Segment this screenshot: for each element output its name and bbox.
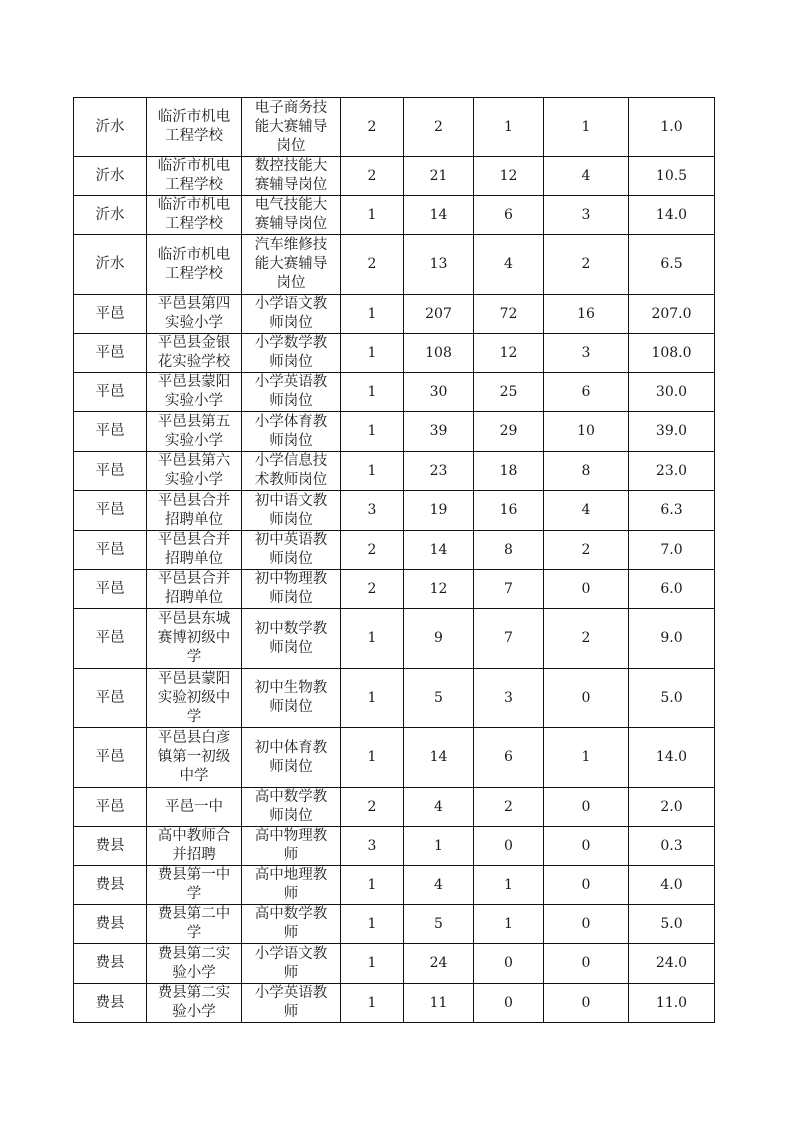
unit-cell: 平邑县蒙阳实验初级中学 — [147, 669, 242, 728]
plan-count-cell: 3 — [341, 827, 404, 866]
plan-count-cell: 1 — [341, 905, 404, 944]
position-cell: 初中物理教师岗位 — [242, 570, 341, 609]
table-row — [74, 412, 715, 452]
ratio-cell: 30.0 — [629, 373, 715, 412]
table-row — [74, 452, 715, 491]
position-cell: 小学英语教师 — [242, 984, 341, 1023]
table-row — [74, 609, 715, 669]
ratio-cell: 14.0 — [629, 196, 715, 235]
position-cell: 汽车维修技能大赛辅导岗位 — [242, 235, 341, 295]
paid-cell: 0 — [544, 905, 629, 944]
ratio-cell: 23.0 — [629, 452, 715, 491]
reviewed-cell: 0 — [474, 944, 544, 984]
reviewed-cell: 4 — [474, 235, 544, 295]
ratio-cell: 10.5 — [629, 157, 715, 196]
reviewed-cell: 1 — [474, 98, 544, 157]
position-cell: 小学数学教师岗位 — [242, 334, 341, 373]
reviewed-cell: 2 — [474, 788, 544, 827]
paid-cell: 1 — [544, 728, 629, 788]
paid-cell: 2 — [544, 609, 629, 669]
applicants-cell: 19 — [404, 491, 474, 531]
table-row — [74, 788, 715, 827]
position-cell: 数控技能大赛辅导岗位 — [242, 157, 341, 196]
table-row — [74, 728, 715, 788]
reviewed-cell: 1 — [474, 866, 544, 905]
unit-cell: 临沂市机电工程学校 — [147, 157, 242, 196]
plan-count-cell: 1 — [341, 295, 404, 334]
unit-cell: 费县第二实验小学 — [147, 984, 242, 1023]
reviewed-cell: 29 — [474, 412, 544, 452]
table-row — [74, 235, 715, 295]
paid-cell: 0 — [544, 866, 629, 905]
applicants-cell: 5 — [404, 669, 474, 728]
applicants-cell: 23 — [404, 452, 474, 491]
ratio-cell: 39.0 — [629, 412, 715, 452]
applicants-cell: 39 — [404, 412, 474, 452]
applicants-cell: 14 — [404, 531, 474, 570]
plan-count-cell: 1 — [341, 373, 404, 412]
plan-count-cell: 2 — [341, 157, 404, 196]
ratio-cell: 108.0 — [629, 334, 715, 373]
position-cell: 小学语文教师 — [242, 944, 341, 984]
applicants-cell: 14 — [404, 728, 474, 788]
county-cell: 沂水 — [74, 196, 147, 235]
county-cell: 平邑 — [74, 452, 147, 491]
plan-count-cell: 1 — [341, 669, 404, 728]
unit-cell: 平邑县第六实验小学 — [147, 452, 242, 491]
applicants-cell: 108 — [404, 334, 474, 373]
position-cell: 初中生物教师岗位 — [242, 669, 341, 728]
ratio-cell: 11.0 — [629, 984, 715, 1023]
unit-cell: 平邑县蒙阳实验小学 — [147, 373, 242, 412]
county-cell: 沂水 — [74, 98, 147, 157]
position-cell: 初中数学教师岗位 — [242, 609, 341, 669]
county-cell: 平邑 — [74, 295, 147, 334]
county-cell: 沂水 — [74, 235, 147, 295]
unit-cell: 高中教师合并招聘 — [147, 827, 242, 866]
reviewed-cell: 12 — [474, 157, 544, 196]
ratio-cell: 1.0 — [629, 98, 715, 157]
position-cell: 小学语文教师岗位 — [242, 295, 341, 334]
reviewed-cell: 6 — [474, 728, 544, 788]
position-cell: 电气技能大赛辅导岗位 — [242, 196, 341, 235]
table-row — [74, 669, 715, 728]
reviewed-cell: 25 — [474, 373, 544, 412]
county-cell: 平邑 — [74, 334, 147, 373]
table-row — [74, 373, 715, 412]
plan-count-cell: 2 — [341, 570, 404, 609]
paid-cell: 10 — [544, 412, 629, 452]
position-cell: 初中语文教师岗位 — [242, 491, 341, 531]
position-cell: 小学信息技术教师岗位 — [242, 452, 341, 491]
ratio-cell: 5.0 — [629, 905, 715, 944]
table-row — [74, 98, 715, 157]
applicants-cell: 21 — [404, 157, 474, 196]
table-row — [74, 827, 715, 866]
county-cell: 平邑 — [74, 491, 147, 531]
paid-cell: 0 — [544, 944, 629, 984]
plan-count-cell: 2 — [341, 98, 404, 157]
county-cell: 费县 — [74, 827, 147, 866]
plan-count-cell: 3 — [341, 491, 404, 531]
unit-cell: 平邑县合并招聘单位 — [147, 570, 242, 609]
reviewed-cell: 18 — [474, 452, 544, 491]
plan-count-cell: 1 — [341, 196, 404, 235]
applicants-cell: 14 — [404, 196, 474, 235]
position-cell: 高中地理教师 — [242, 866, 341, 905]
paid-cell: 0 — [544, 827, 629, 866]
paid-cell: 6 — [544, 373, 629, 412]
paid-cell: 4 — [544, 491, 629, 531]
plan-count-cell: 1 — [341, 984, 404, 1023]
paid-cell: 2 — [544, 531, 629, 570]
plan-count-cell: 2 — [341, 235, 404, 295]
reviewed-cell: 1 — [474, 905, 544, 944]
paid-cell: 3 — [544, 196, 629, 235]
unit-cell: 平邑县金银花实验学校 — [147, 334, 242, 373]
paid-cell: 0 — [544, 788, 629, 827]
table-row — [74, 984, 715, 1023]
applicants-cell: 4 — [404, 866, 474, 905]
position-cell: 电子商务技能大赛辅导岗位 — [242, 98, 341, 157]
position-cell: 高中数学教师 — [242, 905, 341, 944]
unit-cell: 费县第二实验小学 — [147, 944, 242, 984]
plan-count-cell: 1 — [341, 944, 404, 984]
reviewed-cell: 0 — [474, 984, 544, 1023]
plan-count-cell: 1 — [341, 609, 404, 669]
position-cell: 高中物理教师 — [242, 827, 341, 866]
table-row — [74, 157, 715, 196]
ratio-cell: 6.3 — [629, 491, 715, 531]
ratio-cell: 6.0 — [629, 570, 715, 609]
plan-count-cell: 1 — [341, 728, 404, 788]
county-cell: 平邑 — [74, 570, 147, 609]
reviewed-cell: 6 — [474, 196, 544, 235]
county-cell: 费县 — [74, 905, 147, 944]
applicants-cell: 9 — [404, 609, 474, 669]
table-row — [74, 905, 715, 944]
county-cell: 平邑 — [74, 373, 147, 412]
paid-cell: 16 — [544, 295, 629, 334]
reviewed-cell: 3 — [474, 669, 544, 728]
unit-cell: 平邑县东城赛博初级中学 — [147, 609, 242, 669]
plan-count-cell: 1 — [341, 866, 404, 905]
applicants-cell: 12 — [404, 570, 474, 609]
reviewed-cell: 12 — [474, 334, 544, 373]
reviewed-cell: 0 — [474, 827, 544, 866]
unit-cell: 临沂市机电工程学校 — [147, 98, 242, 157]
reviewed-cell: 72 — [474, 295, 544, 334]
table-row — [74, 866, 715, 905]
plan-count-cell: 1 — [341, 334, 404, 373]
applicants-cell: 11 — [404, 984, 474, 1023]
table-row — [74, 295, 715, 334]
paid-cell: 4 — [544, 157, 629, 196]
position-cell: 高中数学教师岗位 — [242, 788, 341, 827]
county-cell: 平邑 — [74, 788, 147, 827]
county-cell: 费县 — [74, 944, 147, 984]
county-cell: 费县 — [74, 984, 147, 1023]
ratio-cell: 0.3 — [629, 827, 715, 866]
plan-count-cell: 2 — [341, 531, 404, 570]
unit-cell: 临沂市机电工程学校 — [147, 196, 242, 235]
table-row — [74, 334, 715, 373]
position-cell: 小学体育教师岗位 — [242, 412, 341, 452]
county-cell: 平邑 — [74, 728, 147, 788]
paid-cell: 0 — [544, 984, 629, 1023]
table-row — [74, 491, 715, 531]
paid-cell: 8 — [544, 452, 629, 491]
unit-cell: 临沂市机电工程学校 — [147, 235, 242, 295]
plan-count-cell: 1 — [341, 412, 404, 452]
paid-cell: 3 — [544, 334, 629, 373]
applicants-cell: 4 — [404, 788, 474, 827]
ratio-cell: 207.0 — [629, 295, 715, 334]
applicants-cell: 13 — [404, 235, 474, 295]
county-cell: 费县 — [74, 866, 147, 905]
reviewed-cell: 7 — [474, 609, 544, 669]
ratio-cell: 4.0 — [629, 866, 715, 905]
unit-cell: 平邑县合并招聘单位 — [147, 491, 242, 531]
recruitment-table — [73, 97, 715, 1023]
position-cell: 初中英语教师岗位 — [242, 531, 341, 570]
county-cell: 平邑 — [74, 609, 147, 669]
ratio-cell: 14.0 — [629, 728, 715, 788]
county-cell: 平邑 — [74, 412, 147, 452]
paid-cell: 1 — [544, 98, 629, 157]
ratio-cell: 9.0 — [629, 609, 715, 669]
county-cell: 平邑 — [74, 531, 147, 570]
plan-count-cell: 2 — [341, 788, 404, 827]
applicants-cell: 24 — [404, 944, 474, 984]
unit-cell: 平邑县白彦镇第一初级中学 — [147, 728, 242, 788]
unit-cell: 平邑县合并招聘单位 — [147, 531, 242, 570]
ratio-cell: 5.0 — [629, 669, 715, 728]
paid-cell: 0 — [544, 669, 629, 728]
ratio-cell: 2.0 — [629, 788, 715, 827]
county-cell: 沂水 — [74, 157, 147, 196]
reviewed-cell: 7 — [474, 570, 544, 609]
plan-count-cell: 1 — [341, 452, 404, 491]
position-cell: 小学英语教师岗位 — [242, 373, 341, 412]
paid-cell: 2 — [544, 235, 629, 295]
ratio-cell: 24.0 — [629, 944, 715, 984]
unit-cell: 平邑县第四实验小学 — [147, 295, 242, 334]
reviewed-cell: 8 — [474, 531, 544, 570]
ratio-cell: 7.0 — [629, 531, 715, 570]
position-cell: 初中体育教师岗位 — [242, 728, 341, 788]
applicants-cell: 207 — [404, 295, 474, 334]
table-row — [74, 570, 715, 609]
table-row — [74, 531, 715, 570]
table-row — [74, 944, 715, 984]
unit-cell: 费县第一中学 — [147, 866, 242, 905]
county-cell: 平邑 — [74, 669, 147, 728]
applicants-cell: 1 — [404, 827, 474, 866]
unit-cell: 费县第二中学 — [147, 905, 242, 944]
ratio-cell: 6.5 — [629, 235, 715, 295]
paid-cell: 0 — [544, 570, 629, 609]
reviewed-cell: 16 — [474, 491, 544, 531]
applicants-cell: 2 — [404, 98, 474, 157]
applicants-cell: 5 — [404, 905, 474, 944]
unit-cell: 平邑一中 — [147, 788, 242, 827]
unit-cell: 平邑县第五实验小学 — [147, 412, 242, 452]
table-row — [74, 196, 715, 235]
table-body — [74, 98, 715, 1023]
applicants-cell: 30 — [404, 373, 474, 412]
